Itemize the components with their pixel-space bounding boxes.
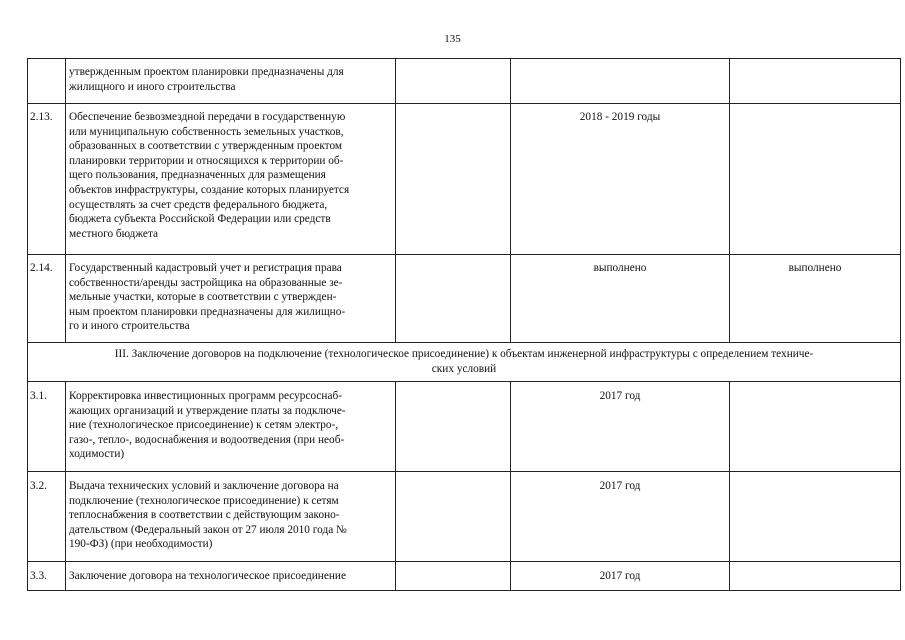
section-heading: III. Заключение договоров на подключение (технологическое присоединение) к объектам инженерной инфраструктуры с определением техниче- ских условий xyxy=(28,343,901,382)
row-deadline-cell: 2018 - 2019 годы xyxy=(511,104,730,255)
measures-table xyxy=(27,58,901,591)
row-deadline-cell: 2017 год xyxy=(511,472,730,562)
row-status-cell: выполнено xyxy=(730,255,901,343)
table-row xyxy=(28,382,901,472)
page-number: 135 xyxy=(444,33,461,45)
row-number-cell: 2.14. xyxy=(28,255,66,343)
row-status-cell xyxy=(730,472,901,562)
empty-column-cell xyxy=(396,104,511,255)
row-description-cell: Корректировка инвестиционных программ ресурсоснаб- жающих организаций и утверждение платы за подключе- ние (технологическое присоединение) к сетям электро-, газо-, тепло-, водоснабжения и водоотведения (при необ- ходимости) xyxy=(66,382,396,472)
row-number-cell: 3.3. xyxy=(28,562,66,591)
row-description-cell: утвержденным проектом планировки предназначены для жилищного и иного строительства xyxy=(66,59,396,104)
row-number-cell: 3.2. xyxy=(28,472,66,562)
table-row xyxy=(28,255,901,343)
row-description-cell: Заключение договора на технологическое присоединение xyxy=(66,562,396,591)
row-number-cell: 3.1. xyxy=(28,382,66,472)
table-row xyxy=(28,472,901,562)
table-row xyxy=(28,562,901,591)
empty-column-cell xyxy=(396,382,511,472)
table-row xyxy=(28,104,901,255)
row-number-cell xyxy=(28,59,66,104)
row-deadline-cell xyxy=(511,59,730,104)
row-description-cell: Государственный кадастровый учет и регистрация права собственности/аренды застройщика на образованные зе- мельные участки, которые в соответствии с утвержден- ным проектом планировки предназначены для жилищно- го и иного строительства xyxy=(66,255,396,343)
row-status-cell xyxy=(730,562,901,591)
table-row xyxy=(28,59,901,104)
section-heading-row xyxy=(28,343,901,382)
row-deadline-cell: выполнено xyxy=(511,255,730,343)
empty-column-cell xyxy=(396,562,511,591)
row-status-cell xyxy=(730,104,901,255)
row-description-cell: Обеспечение безвозмездной передачи в государственную или муниципальную собственность земельных участков, образованных в соответствии с утвержденным проектом планировки территории и относящихся к территории об- щего пользования, предназначенных для размещения объектов инфраструктуры, создание которых планируется осуществлять за счет средств федерального бюджета, бюджета субъекта Российской Федерации или средств местного бюджета xyxy=(66,104,396,255)
empty-column-cell xyxy=(396,255,511,343)
row-number-cell: 2.13. xyxy=(28,104,66,255)
row-description-cell: Выдача технических условий и заключение договора на подключение (технологическое присоединение) к сетям теплоснабжения в соответствии с действующим законо- дательством (Федеральный закон от 27 июля 2010 года № 190-ФЗ) (при необходимости) xyxy=(66,472,396,562)
row-deadline-cell: 2017 год xyxy=(511,382,730,472)
row-status-cell xyxy=(730,59,901,104)
empty-column-cell xyxy=(396,59,511,104)
row-deadline-cell: 2017 год xyxy=(511,562,730,591)
empty-column-cell xyxy=(396,472,511,562)
row-status-cell xyxy=(730,382,901,472)
